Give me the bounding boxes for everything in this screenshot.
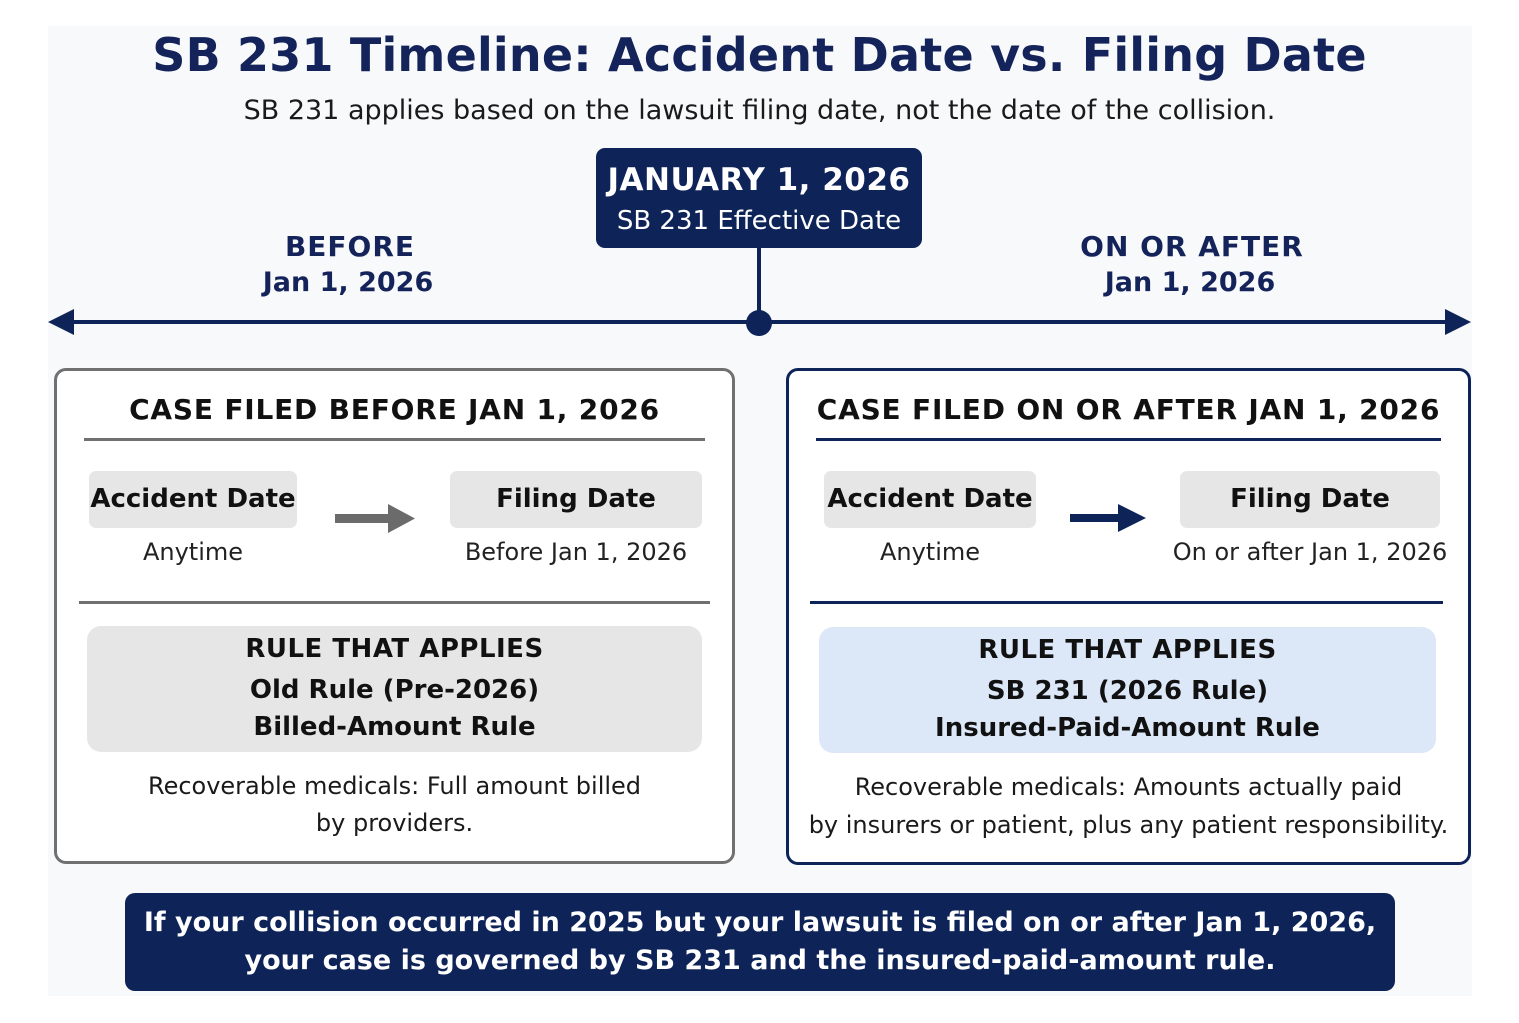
card-after-accident-value: Anytime <box>879 538 981 566</box>
card-before-recoverable-line1: Recoverable medicals: Full amount billed <box>147 772 642 800</box>
card-after-title: CASE FILED ON OR AFTER JAN 1, 2026 <box>816 393 1441 426</box>
card-filed-before <box>54 368 735 864</box>
summary-banner-line2: your case is governed by SB 231 and the insured-paid-amount rule. <box>244 945 1276 976</box>
card-before-filing-value: Before Jan 1, 2026 <box>464 538 688 566</box>
card-before-rule-box <box>87 626 702 752</box>
card-after-rule-heading: RULE THAT APPLIES <box>978 635 1277 665</box>
card-before-divider-bottom <box>79 601 710 604</box>
card-before-title: CASE FILED BEFORE JAN 1, 2026 <box>129 393 660 426</box>
page-subtitle: SB 231 applies based on the lawsuit filing date, not the date of the collision. <box>243 95 1276 126</box>
effective-date: JANUARY 1, 2026 <box>607 162 911 198</box>
card-before-accident-value: Anytime <box>142 538 244 566</box>
effective-date-caption: SB 231 Effective Date <box>616 206 902 236</box>
card-after-rule-box <box>819 627 1436 753</box>
card-before-rule-name: Old Rule (Pre-2026) <box>249 675 540 705</box>
summary-banner-line1: If your collision occurred in 2025 but your lawsuit is filed on or after Jan 1, 2026, <box>143 907 1377 938</box>
card-before-filing-pill: Filing Date <box>450 471 702 528</box>
card-after-divider-top <box>816 438 1441 441</box>
card-after-filing-pill: Filing Date <box>1180 471 1440 528</box>
card-after-accident-pill: Accident Date <box>824 471 1036 528</box>
before-date: Jan 1, 2026 <box>262 267 434 298</box>
card-filed-on-or-after <box>786 368 1471 865</box>
card-after-arrow-icon <box>1068 501 1148 535</box>
card-before-rule-desc: Billed-Amount Rule <box>253 712 536 742</box>
card-after-rule-name: SB 231 (2026 Rule) <box>986 676 1269 706</box>
card-before-rule-heading: RULE THAT APPLIES <box>245 634 544 664</box>
after-heading: ON OR AFTER <box>1080 230 1304 263</box>
timeline-left-arrowhead <box>48 309 74 335</box>
card-before-recoverable-line2: by providers. <box>315 809 474 837</box>
card-after-rule-desc: Insured-Paid-Amount Rule <box>935 713 1320 743</box>
card-after-recoverable-line1: Recoverable medicals: Amounts actually paid <box>854 773 1403 801</box>
after-date: Jan 1, 2026 <box>1104 267 1276 298</box>
effective-date-marker <box>746 310 772 336</box>
effective-date-box <box>596 148 922 248</box>
before-heading: BEFORE <box>284 230 416 263</box>
card-before-divider-top <box>84 438 705 441</box>
card-after-filing-value: On or after Jan 1, 2026 <box>1172 538 1448 566</box>
card-before-arrow-icon <box>333 501 417 535</box>
card-after-divider-bottom <box>810 601 1443 604</box>
card-after-recoverable-line2: by insurers or patient, plus any patient responsibility. <box>808 811 1449 839</box>
page-title: SB 231 Timeline: Accident Date vs. Filing Date <box>152 28 1367 82</box>
card-before-accident-pill: Accident Date <box>89 471 297 528</box>
timeline-right-arrowhead <box>1445 309 1471 335</box>
summary-banner <box>125 893 1395 991</box>
